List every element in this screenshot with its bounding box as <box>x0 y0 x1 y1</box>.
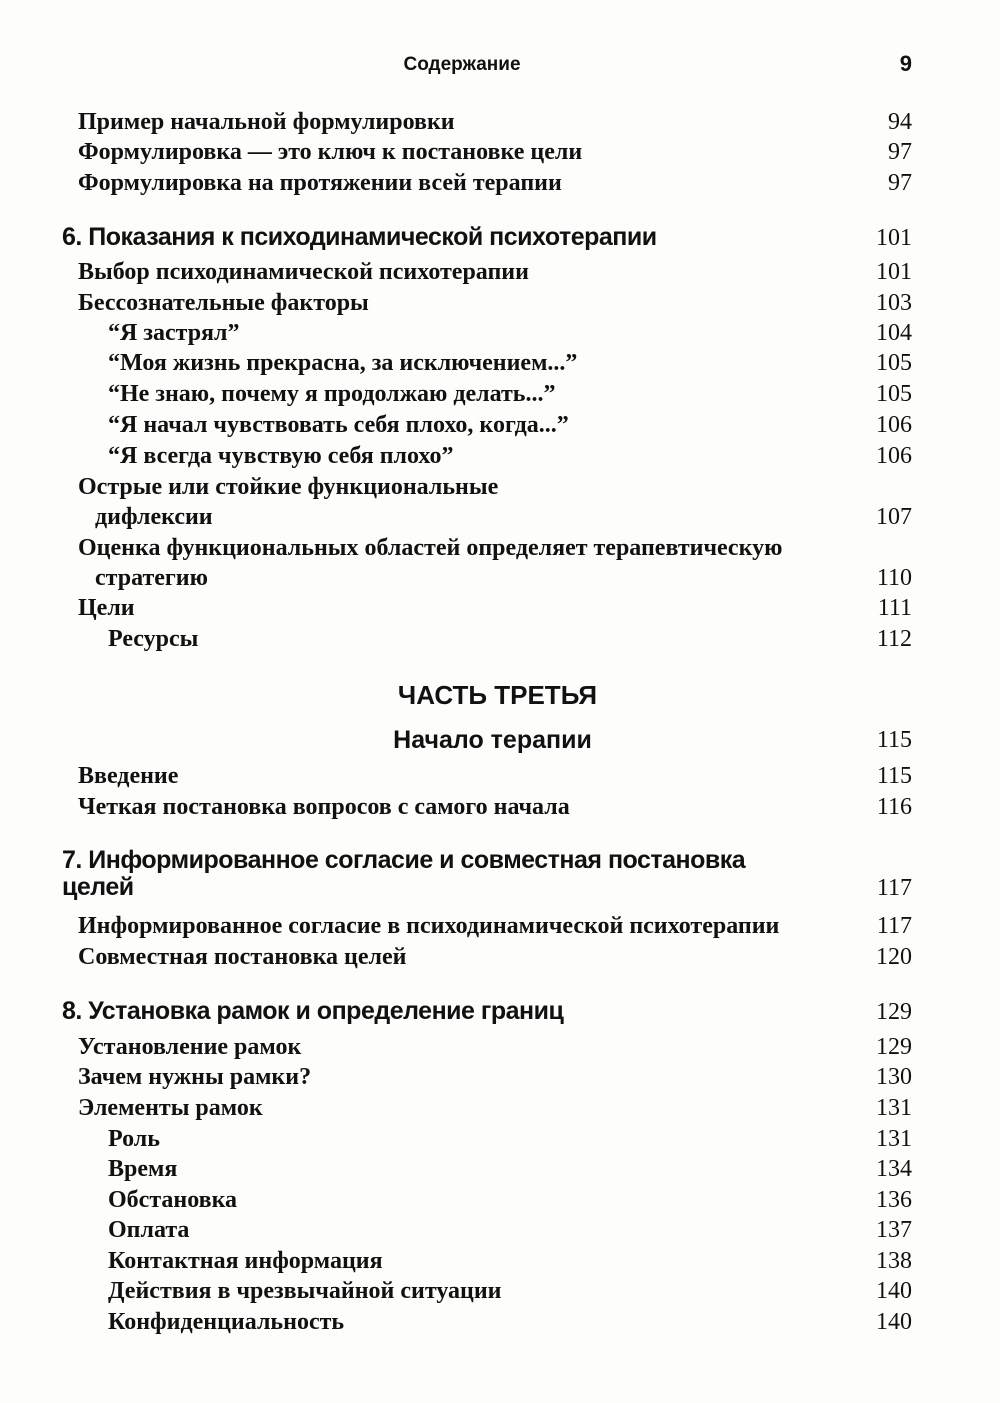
entry-page: 129 <box>876 1034 912 1060</box>
entry-page: 112 <box>876 626 912 652</box>
toc-entry-continuation <box>95 563 912 593</box>
toc-entry <box>78 1032 912 1062</box>
toc-entry <box>78 593 912 623</box>
toc-subentry <box>108 318 912 348</box>
entry-title: Элементы рамок <box>78 1095 263 1121</box>
entry-title-line2: дифлексии <box>95 504 213 530</box>
running-header-title: Содержание <box>403 54 521 75</box>
toc-subentry <box>108 1307 912 1337</box>
entry-title: Формулировка — это ключ к постановке цели <box>78 139 583 165</box>
chapter-title-line2: целей <box>62 873 134 901</box>
toc-entry <box>78 533 912 563</box>
entry-page: 140 <box>876 1309 912 1335</box>
toc-entry <box>78 942 912 972</box>
entry-title: Выбор психодинамической психотерапии <box>78 259 529 285</box>
toc-subentry <box>108 441 912 471</box>
entry-page: 106 <box>876 443 912 469</box>
entry-page: 97 <box>888 139 912 165</box>
entry-title: “Не знаю, почему я продолжаю делать...” <box>108 381 556 407</box>
entry-title: “Я застрял” <box>108 320 240 346</box>
toc-entry <box>78 107 912 137</box>
entry-title-line2: стратегию <box>95 565 208 591</box>
entry-title: Установление рамок <box>78 1034 302 1060</box>
toc-entry <box>78 257 912 287</box>
chapter-heading <box>62 845 912 875</box>
toc-entry <box>78 911 912 941</box>
entry-title: Введение <box>78 763 179 789</box>
entry-page: 94 <box>888 109 912 135</box>
toc-subentry <box>108 1154 912 1184</box>
toc-subentry <box>108 624 912 654</box>
part-label: ЧАСТЬ ТРЕТЬЯ <box>397 680 598 710</box>
entry-title: Оплата <box>108 1217 190 1243</box>
toc-subentry <box>108 379 912 409</box>
entry-title: Конфиденциальность <box>108 1309 345 1335</box>
entry-title: Время <box>108 1156 178 1182</box>
chapter-heading <box>62 222 912 252</box>
entry-page: 105 <box>876 381 912 407</box>
entry-title: Цели <box>78 595 135 621</box>
entry-title: “Я всегда чувствую себя плохо” <box>108 443 454 469</box>
entry-title: Контактная информация <box>108 1248 383 1274</box>
chapter-page: 101 <box>876 225 912 251</box>
toc-subentry <box>108 1215 912 1245</box>
toc-entry <box>78 168 912 198</box>
part-heading: Начало терапии <box>393 726 592 754</box>
entry-page: 138 <box>876 1248 912 1274</box>
entry-page: 107 <box>876 504 912 530</box>
chapter-heading <box>62 996 912 1026</box>
entry-page: 136 <box>876 1187 912 1213</box>
toc-subentry <box>108 1124 912 1154</box>
toc-entry <box>78 472 912 502</box>
entry-title: “Я начал чувствовать себя плохо, когда...” <box>108 412 569 438</box>
entry-page: 106 <box>876 412 912 438</box>
entry-page: 137 <box>876 1217 912 1243</box>
entry-page: 130 <box>876 1064 912 1090</box>
running-header <box>0 52 924 78</box>
entry-page: 110 <box>876 565 912 591</box>
entry-page: 120 <box>876 944 912 970</box>
page-number: 9 <box>899 51 912 76</box>
entry-page: 131 <box>876 1126 912 1152</box>
entry-title: Совместная постановка целей <box>78 944 407 970</box>
entry-page: 131 <box>876 1095 912 1121</box>
entry-title: Четкая постановка вопросов с самого начала <box>78 794 570 820</box>
entry-title: “Моя жизнь прекрасна, за исключением...” <box>108 350 578 376</box>
entry-title: Роль <box>108 1126 160 1152</box>
chapter-title: 8. Установка рамок и определение границ <box>62 997 564 1025</box>
entry-title: Пример начальной формулировки <box>78 109 455 135</box>
toc-subentry <box>108 410 912 440</box>
entry-page: 101 <box>876 259 912 285</box>
chapter-heading-continuation <box>62 872 912 902</box>
entry-title: Обстановка <box>108 1187 238 1213</box>
toc-entry <box>78 1093 912 1123</box>
entry-page: 105 <box>876 350 912 376</box>
entry-title: Бессознательные факторы <box>78 290 369 316</box>
entry-page: 103 <box>876 290 912 316</box>
entry-page: 134 <box>876 1156 912 1182</box>
toc-entry <box>78 761 912 791</box>
part-page: 115 <box>876 727 912 753</box>
toc-entry <box>78 288 912 318</box>
toc-subentry <box>108 1185 912 1215</box>
entry-page: 140 <box>876 1278 912 1304</box>
toc-entry <box>78 1062 912 1092</box>
entry-title: Ресурсы <box>108 626 199 652</box>
entry-title-line1: Оценка функциональных областей определяет терапевтическую <box>78 535 783 561</box>
entry-title: Действия в чрезвычайной ситуации <box>108 1278 502 1304</box>
entry-page: 97 <box>888 170 912 196</box>
entry-page: 117 <box>876 913 912 939</box>
toc-subentry <box>108 1246 912 1276</box>
chapter-title-line1: 7. Информированное согласие и совместная постановка <box>62 846 746 874</box>
chapter-page: 129 <box>876 999 912 1025</box>
toc-subentry <box>108 1276 912 1306</box>
entry-page: 111 <box>877 595 912 621</box>
toc-entry <box>78 792 912 822</box>
toc-entry <box>78 137 912 167</box>
entry-page: 104 <box>876 320 912 346</box>
toc-subentry <box>108 348 912 378</box>
entry-title: Зачем нужны рамки? <box>78 1064 312 1090</box>
toc-entry-continuation <box>95 502 912 532</box>
chapter-page: 117 <box>876 875 912 901</box>
entry-page: 116 <box>876 794 912 820</box>
entry-title: Формулировка на протяжении всей терапии <box>78 170 562 196</box>
chapter-title: 6. Показания к психодинамической психотерапии <box>62 223 657 251</box>
entry-page: 115 <box>876 763 912 789</box>
entry-title: Информированное согласие в психодинамической психотерапии <box>78 913 780 939</box>
entry-title-line1: Острые или стойкие функциональные <box>78 474 499 500</box>
